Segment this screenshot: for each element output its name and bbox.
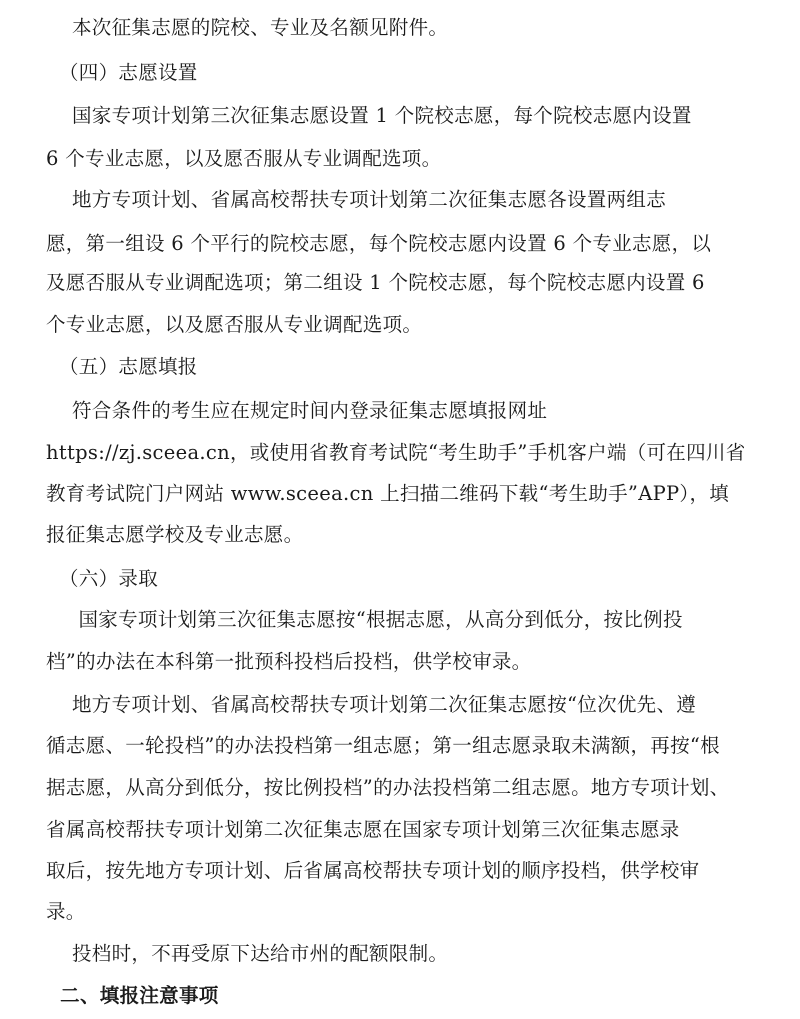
paragraph-line: 符合条件的考生应在规定时间内登录征集志愿填报网址 <box>46 399 548 422</box>
paragraph-line: 愿，第一组设 6 个平行的院校志愿，每个院校志愿内设置 6 个专业志愿，以 <box>46 232 712 255</box>
paragraph-line: 取后，按先地方专项计划、后省属高校帮扶专项计划的顺序投档，供学校审 <box>46 859 700 882</box>
paragraph-line: 个专业志愿，以及愿否服从专业调配选项。 <box>46 313 423 336</box>
paragraph-line: 报征集志愿学校及专业志愿。 <box>46 523 304 546</box>
paragraph-line: 循志愿、一轮投档”的办法投档第一组志愿；第一组志愿录取未满额，再按“根 <box>46 734 720 757</box>
paragraph-line: 档”的办法在本科第一批预科投档后投档，供学校审录。 <box>46 650 532 673</box>
section-heading: 二、填报注意事项 <box>46 984 219 1007</box>
paragraph-line: 地方专项计划、省属高校帮扶专项计划第二次征集志愿各设置两组志 <box>46 188 666 211</box>
paragraph-line: 地方专项计划、省属高校帮扶专项计划第二次征集志愿按“位次优先、遵 <box>46 693 697 716</box>
subsection-heading: （四）志愿设置 <box>46 61 198 84</box>
paragraph-line: 教育考试院门户网站 www.sceea.cn 上扫描二维码下载“考生助手”APP），填 <box>46 482 730 505</box>
subsection-heading: （六）录取 <box>46 567 158 590</box>
paragraph-line: 据志愿，从高分到低分，按比例投档”的办法投档第二组志愿。地方专项计划、 <box>46 776 730 799</box>
paragraph-line: 及愿否服从专业调配选项；第二组设 1 个院校志愿，每个院校志愿内设置 6 <box>46 271 705 294</box>
paragraph-line: 本次征集志愿的院校、专业及名额见附件。 <box>46 16 449 39</box>
paragraph-line: 投档时，不再受原下达给市州的配额限制。 <box>46 942 449 965</box>
paragraph-line: 国家专项计划第三次征集志愿设置 1 个院校志愿，每个院校志愿内设置 <box>46 104 692 127</box>
paragraph-line: 6 个专业志愿，以及愿否服从专业调配选项。 <box>46 147 442 170</box>
paragraph-line: https://zj.sceea.cn，或使用省教育考试院“考生助手”手机客户端（可在四川省 <box>46 441 746 464</box>
subsection-heading: （五）志愿填报 <box>46 355 198 378</box>
paragraph-line: 录。 <box>46 900 86 923</box>
paragraph-line: 国家专项计划第三次征集志愿按“根据志愿，从高分到低分，按比例投 <box>46 608 683 631</box>
paragraph-line: 省属高校帮扶专项计划第二次征集志愿在国家专项计划第三次征集志愿录 <box>46 818 680 841</box>
